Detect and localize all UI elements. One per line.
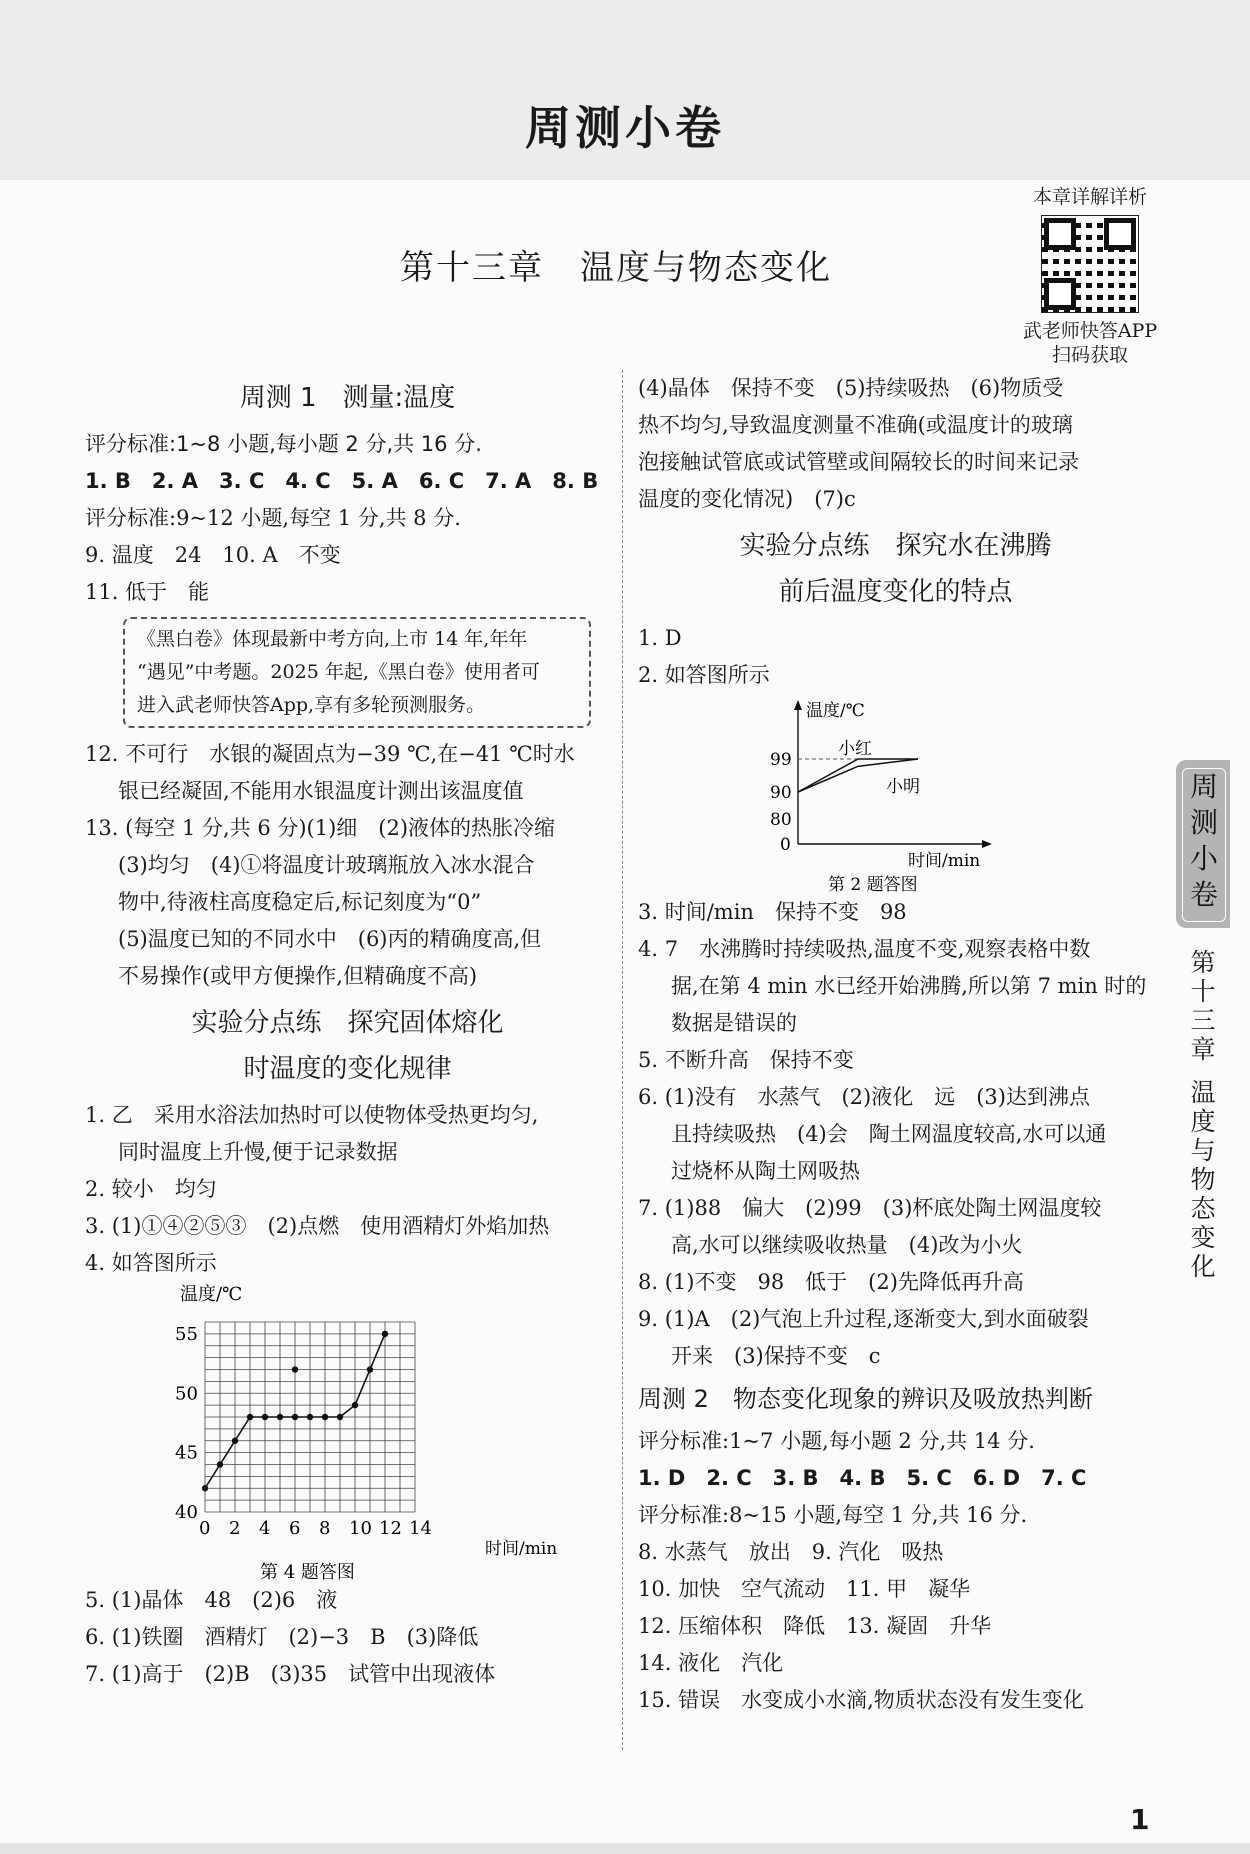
answer-line: 1. D — [638, 626, 682, 650]
chart-point — [277, 1414, 283, 1420]
section-title-exp1-cont: 时温度的变化规律 — [243, 1054, 452, 1084]
answer-line: 7. (1)高于 (2)B (3)35 试管中出现液体 — [85, 1662, 496, 1686]
section-title-exp2: 实验分点练 探究水在沸腾 — [739, 531, 1052, 561]
answer-line: 数据是错误的 — [671, 1011, 797, 1035]
answer-line: 15. 错误 水变成小水滴,物质状态没有发生变化 — [638, 1688, 1084, 1712]
answer-line: 6. (1)铁圈 酒精灯 (2)−3 B (3)降低 — [85, 1625, 479, 1649]
section-title-week1: 周测 1 测量:温度 — [239, 383, 456, 413]
answer-line: 泡接触试管底或试管壁或间隔较长的时间来记录 — [638, 450, 1079, 474]
chart-tick-label: 0 — [780, 835, 791, 855]
answer-line: 据,在第 4 min 水已经开始沸腾,所以第 7 min 时的 — [671, 974, 1147, 998]
chart-tick-label: 12 — [379, 1518, 402, 1539]
answer-line: (5)温度已知的不同水中 (6)丙的精确度高,但 — [118, 927, 542, 951]
answer-line: 2. 较小 均匀 — [85, 1177, 217, 1201]
answer-line: 9. 温度 24 10. A 不变 — [85, 543, 341, 567]
answer-line: 2. 如答图所示 — [638, 663, 770, 687]
answer-line: 6. (1)没有 水蒸气 (2)液化 远 (3)达到沸点 — [638, 1085, 1090, 1109]
answer-line: 温度的变化情况) (7)c — [638, 487, 856, 511]
answer-line: 过烧杯从陶土网吸热 — [671, 1159, 860, 1183]
qr-scan-text: 扫码获取 — [1051, 344, 1128, 366]
answer-line: 热不均匀,导致温度测量不准确(或温度计的玻璃 — [638, 413, 1073, 437]
right-column — [638, 370, 1153, 1719]
answer-line: 10. 加快 空气流动 11. 甲 凝华 — [638, 1577, 971, 1601]
answer-line: 4. 如答图所示 — [85, 1251, 217, 1275]
chart-tick-label: 99 — [770, 750, 792, 770]
chart-tick-label: 40 — [175, 1502, 198, 1523]
chart-point — [247, 1414, 253, 1420]
chart-outlier-point — [292, 1366, 298, 1372]
chart-series-label: 小明 — [886, 777, 920, 797]
answer-row: 1. B 2. A 3. C 4. C 5. A 6. C 7. A 8. B — [85, 469, 599, 493]
ad-notice — [123, 617, 591, 728]
answer-line: 13. (每空 1 分,共 6 分)(1)细 (2)液体的热胀冷缩 — [85, 816, 556, 840]
answer-line: 开来 (3)保持不变 c — [671, 1344, 881, 1368]
chart-point — [337, 1414, 343, 1420]
chart-xlabel: 时间/min — [485, 1539, 558, 1559]
section-title-exp1: 实验分点练 探究固体熔化 — [191, 1008, 504, 1038]
chart-tick-label: 0 — [199, 1518, 211, 1539]
answer-line: 5. (1)晶体 48 (2)6 液 — [85, 1588, 338, 1612]
ad-line: 《黑白卷》体现最新中考方向,上市 14 年,年年 — [137, 628, 528, 650]
chart-point — [307, 1414, 313, 1420]
grading-standard: 评分标准:9~12 小题,每空 1 分,共 8 分. — [85, 506, 461, 530]
chart-tick-label: 80 — [770, 810, 792, 830]
chart-point — [232, 1438, 238, 1444]
answer-line: 12. 压缩体积 降低 13. 凝固 升华 — [638, 1614, 992, 1638]
chart-point — [382, 1331, 388, 1337]
chart-tick-label: 90 — [770, 783, 792, 803]
chart-caption: 第 4 题答图 — [260, 1562, 355, 1583]
chapter-title: 第十三章 温度与物态变化 — [400, 248, 832, 288]
answer-line: (4)晶体 保持不变 (5)持续吸热 (6)物质受 — [638, 376, 1064, 400]
boiling-chart — [758, 694, 1088, 894]
chart-caption: 第 2 题答图 — [828, 875, 918, 895]
answer-line: 9. (1)A (2)气泡上升过程,逐渐变大,到水面破裂 — [638, 1307, 1089, 1331]
grading-standard: 评分标准:1~8 小题,每小题 2 分,共 16 分. — [85, 432, 482, 456]
answer-line: 4. 7 水沸腾时持续吸热,温度不变,观察表格中数 — [638, 937, 1091, 961]
chart-tick-label: 14 — [409, 1518, 432, 1539]
answer-row: 1. D 2. C 3. B 4. B 5. C 6. D 7. C — [638, 1466, 1087, 1490]
chart-tick-label: 50 — [175, 1383, 198, 1405]
qr-code-icon[interactable] — [1041, 215, 1139, 313]
chart-tick-label: 45 — [175, 1442, 198, 1464]
chart-point — [292, 1414, 298, 1420]
chart-point — [352, 1402, 358, 1408]
answer-line: 物中,待液柱高度稳定后,标记刻度为“0” — [118, 890, 482, 914]
chart-tick-label: 6 — [289, 1518, 301, 1539]
answer-line: 3. (1)①④②⑤③ (2)点燃 使用酒精灯外焰加热 — [85, 1214, 550, 1238]
answer-line: 5. 不断升高 保持不变 — [638, 1048, 854, 1072]
side-topic-label: 温 度 与 物 态 变 化 — [1190, 1078, 1216, 1281]
side-tab[interactable] — [1176, 760, 1230, 928]
answer-line: (3)均匀 (4)①将温度计玻璃瓶放入冰水混合 — [118, 853, 535, 877]
answer-line: 1. 乙 采用水浴法加热时可以使物体受热更均匀, — [85, 1103, 539, 1127]
answer-line: 7. (1)88 偏大 (2)99 (3)杯底处陶土网温度较 — [638, 1196, 1102, 1220]
answer-line: 14. 液化 汽化 — [638, 1651, 784, 1675]
qr-app-text: 武老师快答APP — [1022, 320, 1158, 342]
chart-point — [262, 1414, 268, 1420]
side-chapter-label: 第 十 三 章 — [1190, 948, 1216, 1064]
chart-tick-label: 4 — [259, 1518, 271, 1539]
chart-ylabel: 温度/℃ — [180, 1284, 243, 1305]
chart-ylabel: 温度/℃ — [806, 701, 865, 721]
column-divider — [622, 370, 623, 1750]
answer-line: 8. 水蒸气 放出 9. 汽化 吸热 — [638, 1540, 944, 1564]
answer-line: 12. 不可行 水银的凝固点为−39 ℃,在−41 ℃时水 — [85, 742, 575, 766]
answer-line: 且持续吸热 (4)会 陶土网温度较高,水可以通 — [671, 1122, 1107, 1146]
answer-line: 高,水可以继续吸收热量 (4)改为小火 — [671, 1233, 1023, 1257]
grading-standard: 评分标准:1~7 小题,每小题 2 分,共 14 分. — [638, 1429, 1035, 1453]
chart-xlabel: 时间/min — [908, 851, 981, 871]
qr-top-text: 本章详解详析 — [1032, 186, 1147, 208]
qr-block — [1010, 185, 1170, 367]
left-column — [85, 370, 610, 1693]
grading-standard: 评分标准:8~15 小题,每空 1 分,共 16 分. — [638, 1503, 1028, 1527]
section-title-exp2-cont: 前后温度变化的特点 — [778, 577, 1013, 607]
answer-line: 同时温度上升慢,便于记录数据 — [118, 1140, 398, 1164]
chart-point — [367, 1366, 373, 1372]
chart-tick-label: 10 — [349, 1518, 372, 1539]
chart-tick-label: 55 — [175, 1323, 198, 1345]
answer-line: 银已经凝固,不能用水银温度计测出该温度值 — [118, 779, 524, 803]
side-tab-label: 周 测 小 卷 — [1182, 768, 1226, 922]
section-title-week2: 周测 2 物态变化现象的辨识及吸放热判断 — [638, 1385, 1093, 1413]
chart-point — [202, 1485, 208, 1491]
answer-line: 3. 时间/min 保持不变 98 — [638, 900, 907, 924]
ad-line: “遇见”中考题。2025 年起,《黑白卷》使用者可 — [137, 661, 540, 683]
chart-point — [217, 1461, 223, 1467]
answer-line: 不易操作(或甲方便操作,但精确度不高) — [118, 964, 478, 988]
chart-series-label: 小红 — [838, 739, 872, 759]
bottom-strip — [0, 1843, 1250, 1854]
page-title: 周测小卷 — [525, 101, 725, 155]
answer-line: 8. (1)不变 98 低于 (2)先降低再升高 — [638, 1270, 1024, 1294]
answer-line: 11. 低于 能 — [85, 580, 210, 604]
chart-tick-label: 2 — [229, 1518, 241, 1539]
chart-point — [322, 1414, 328, 1420]
melting-chart — [125, 1282, 558, 1583]
ad-line: 进入武老师快答App,享有多轮预测服务。 — [137, 694, 486, 716]
page-number: 1 — [1130, 1803, 1150, 1836]
chart-tick-label: 8 — [319, 1518, 331, 1539]
